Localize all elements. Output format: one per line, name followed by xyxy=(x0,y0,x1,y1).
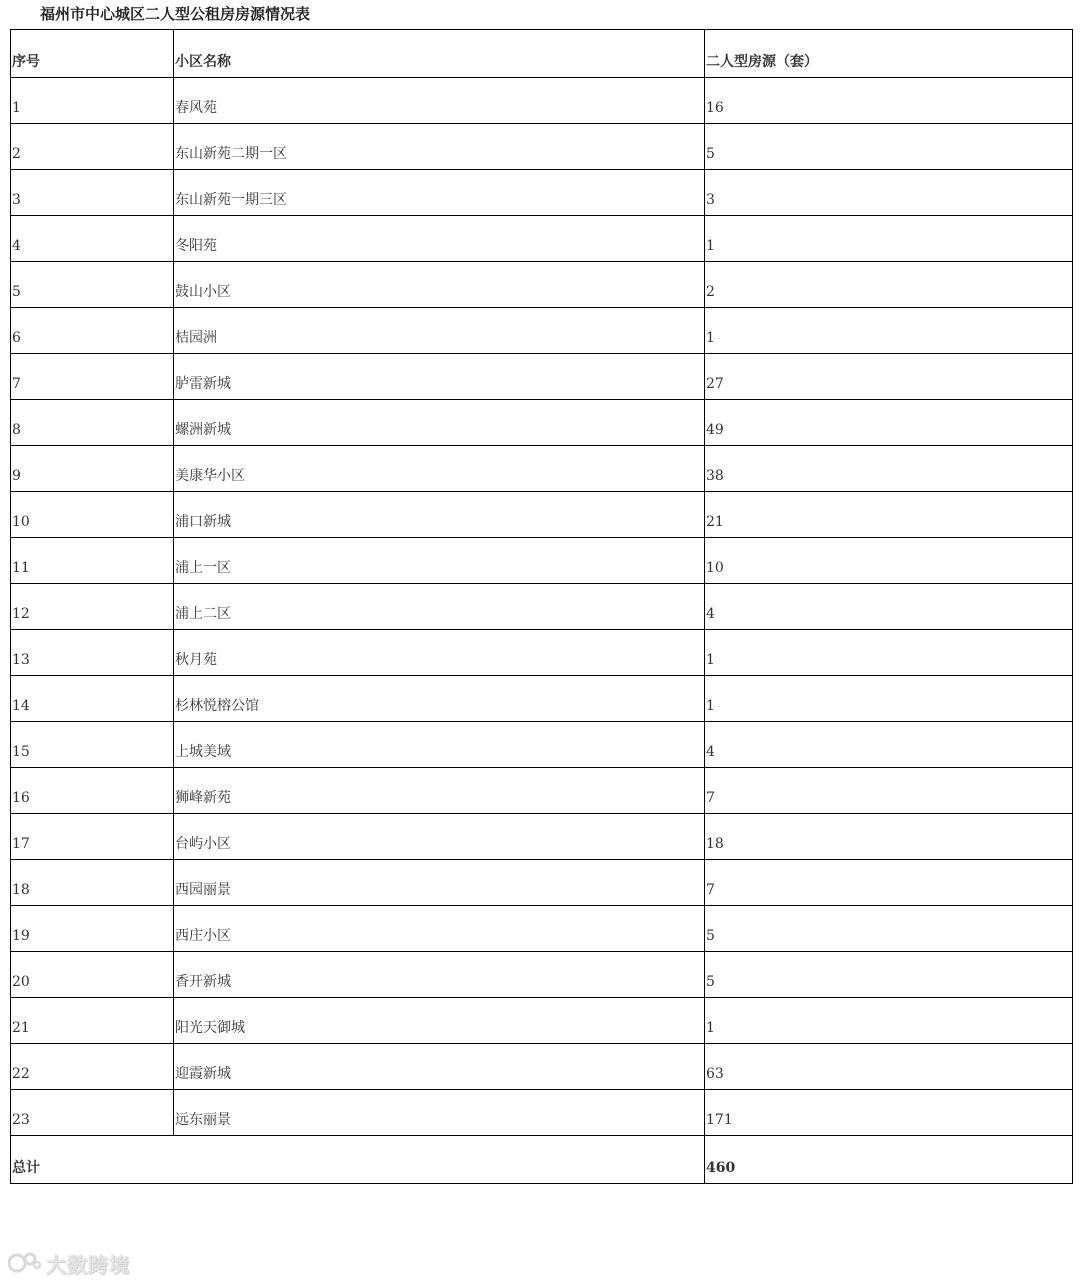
logo-icon xyxy=(8,1250,42,1276)
header-serial-number: 序号 xyxy=(11,30,174,78)
cell-serial-number: 4 xyxy=(11,216,174,262)
table-row xyxy=(11,814,1073,860)
cell-serial-number: 22 xyxy=(11,1044,174,1090)
table-total-row xyxy=(11,1136,1073,1184)
table-header-row xyxy=(11,30,1073,78)
cell-unit-count: 5 xyxy=(705,952,1073,998)
cell-community-name: 春风苑 xyxy=(174,78,705,124)
cell-serial-number: 11 xyxy=(11,538,174,584)
cell-unit-count: 1 xyxy=(705,676,1073,722)
cell-unit-count: 1 xyxy=(705,630,1073,676)
watermark xyxy=(8,1248,130,1278)
table-row xyxy=(11,860,1073,906)
cell-serial-number: 5 xyxy=(11,262,174,308)
table-row xyxy=(11,630,1073,676)
cell-unit-count: 171 xyxy=(705,1090,1073,1136)
table-row xyxy=(11,1090,1073,1136)
cell-unit-count: 1 xyxy=(705,998,1073,1044)
cell-community-name: 东山新苑一期三区 xyxy=(174,170,705,216)
cell-community-name: 上城美域 xyxy=(174,722,705,768)
total-value: 460 xyxy=(705,1136,1073,1184)
watermark-text: 大数跨境 xyxy=(46,1252,130,1277)
cell-unit-count: 63 xyxy=(705,1044,1073,1090)
cell-serial-number: 19 xyxy=(11,906,174,952)
table-row xyxy=(11,768,1073,814)
cell-unit-count: 21 xyxy=(705,492,1073,538)
table-row xyxy=(11,538,1073,584)
cell-serial-number: 17 xyxy=(11,814,174,860)
cell-serial-number: 15 xyxy=(11,722,174,768)
cell-unit-count: 1 xyxy=(705,216,1073,262)
table-row xyxy=(11,722,1073,768)
cell-serial-number: 23 xyxy=(11,1090,174,1136)
table-row xyxy=(11,1044,1073,1090)
cell-community-name: 螺洲新城 xyxy=(174,400,705,446)
cell-unit-count: 4 xyxy=(705,722,1073,768)
cell-serial-number: 13 xyxy=(11,630,174,676)
cell-serial-number: 18 xyxy=(11,860,174,906)
cell-community-name: 浦上二区 xyxy=(174,584,705,630)
cell-serial-number: 10 xyxy=(11,492,174,538)
table-row xyxy=(11,952,1073,998)
cell-serial-number: 21 xyxy=(11,998,174,1044)
cell-serial-number: 7 xyxy=(11,354,174,400)
cell-community-name: 香开新城 xyxy=(174,952,705,998)
header-two-person-units: 二人型房源（套） xyxy=(705,30,1073,78)
cell-serial-number: 16 xyxy=(11,768,174,814)
cell-community-name: 台屿小区 xyxy=(174,814,705,860)
total-label: 总计 xyxy=(11,1136,705,1184)
table-row xyxy=(11,308,1073,354)
cell-unit-count: 3 xyxy=(705,170,1073,216)
cell-serial-number: 20 xyxy=(11,952,174,998)
table-row xyxy=(11,676,1073,722)
table-row xyxy=(11,170,1073,216)
table-row xyxy=(11,216,1073,262)
table-row xyxy=(11,262,1073,308)
table-row xyxy=(11,584,1073,630)
header-community-name: 小区名称 xyxy=(174,30,705,78)
cell-unit-count: 1 xyxy=(705,308,1073,354)
cell-serial-number: 3 xyxy=(11,170,174,216)
cell-community-name: 胪雷新城 xyxy=(174,354,705,400)
cell-serial-number: 1 xyxy=(11,78,174,124)
cell-community-name: 桔园洲 xyxy=(174,308,705,354)
cell-community-name: 冬阳苑 xyxy=(174,216,705,262)
cell-unit-count: 18 xyxy=(705,814,1073,860)
table-row xyxy=(11,906,1073,952)
cell-unit-count: 5 xyxy=(705,124,1073,170)
table-row xyxy=(11,400,1073,446)
cell-community-name: 西园丽景 xyxy=(174,860,705,906)
cell-community-name: 阳光天御城 xyxy=(174,998,705,1044)
housing-table xyxy=(10,29,1073,1184)
table-row xyxy=(11,354,1073,400)
cell-community-name: 鼓山小区 xyxy=(174,262,705,308)
table-row xyxy=(11,492,1073,538)
cell-serial-number: 6 xyxy=(11,308,174,354)
cell-serial-number: 8 xyxy=(11,400,174,446)
cell-community-name: 西庄小区 xyxy=(174,906,705,952)
cell-community-name: 浦口新城 xyxy=(174,492,705,538)
table-row xyxy=(11,998,1073,1044)
cell-unit-count: 38 xyxy=(705,446,1073,492)
cell-unit-count: 49 xyxy=(705,400,1073,446)
cell-community-name: 美康华小区 xyxy=(174,446,705,492)
cell-serial-number: 2 xyxy=(11,124,174,170)
cell-unit-count: 5 xyxy=(705,906,1073,952)
cell-unit-count: 10 xyxy=(705,538,1073,584)
cell-unit-count: 16 xyxy=(705,78,1073,124)
cell-unit-count: 27 xyxy=(705,354,1073,400)
cell-unit-count: 2 xyxy=(705,262,1073,308)
document-title: 福州市中心城区二人型公租房房源情况表 xyxy=(40,5,311,23)
cell-serial-number: 9 xyxy=(11,446,174,492)
cell-unit-count: 4 xyxy=(705,584,1073,630)
cell-unit-count: 7 xyxy=(705,860,1073,906)
cell-community-name: 秋月苑 xyxy=(174,630,705,676)
cell-community-name: 东山新苑二期一区 xyxy=(174,124,705,170)
table-row xyxy=(11,78,1073,124)
cell-serial-number: 14 xyxy=(11,676,174,722)
cell-community-name: 迎霞新城 xyxy=(174,1044,705,1090)
cell-community-name: 远东丽景 xyxy=(174,1090,705,1136)
cell-serial-number: 12 xyxy=(11,584,174,630)
table-row xyxy=(11,124,1073,170)
cell-unit-count: 7 xyxy=(705,768,1073,814)
cell-community-name: 浦上一区 xyxy=(174,538,705,584)
cell-community-name: 杉林悦榕公馆 xyxy=(174,676,705,722)
table-row xyxy=(11,446,1073,492)
cell-community-name: 狮峰新苑 xyxy=(174,768,705,814)
